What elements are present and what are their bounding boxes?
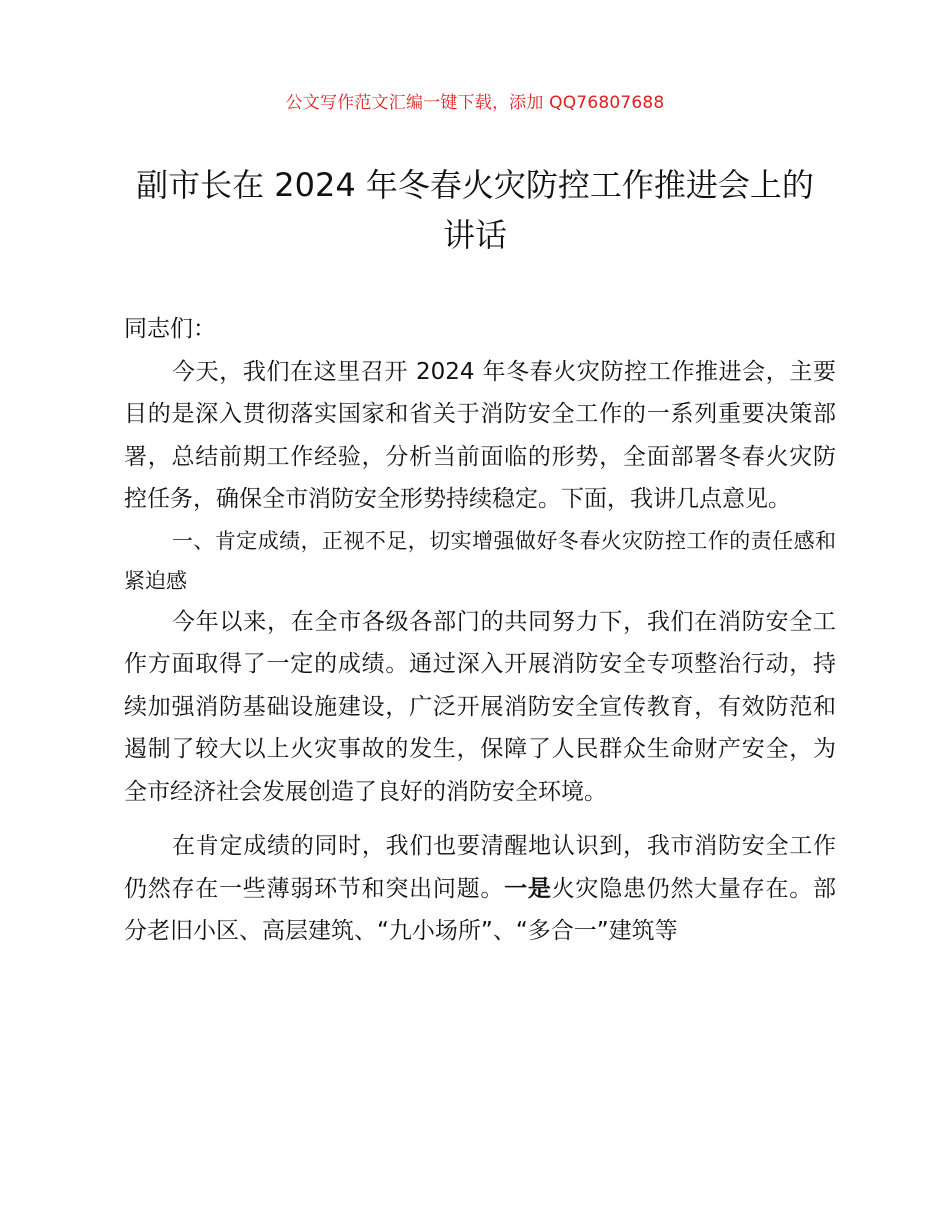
paragraph-intro: 今天，我们在这里召开 2024 年冬春火灾防控工作推进会，主要目的是深入贯彻落实国家和省关于消防安全工作的一系列重要决策部署，总结前期工作经验，分析当前面临的形势，全面部署冬春火灾防控任务，确保全市消防安全形势持续稳定。下面，我讲几点意见。 xyxy=(124,358,836,512)
salutation: 同志们： xyxy=(124,316,216,342)
title-line-1: 副市长在 2024 年冬春火灾防控工作推进会上的 xyxy=(136,166,814,204)
paragraph-achievements: 今年以来，在全市各级各部门的共同努力下，我们在消防安全工作方面取得了一定的成绩。通过深入开展消防安全专项整治行动，持续加强消防基础设施建设，广泛开展消防安全宣传教育，有效防范和遏制了较大以上火灾事故的发生，保障了人民群众生命财产安全，为全市经济社会发展创造了良好的消防安全环境。 xyxy=(124,608,836,805)
document-body xyxy=(124,308,836,953)
paragraph-problems xyxy=(124,825,836,953)
title-line-2: 讲话 xyxy=(442,216,507,254)
section-heading-1: 一、肯定成绩，正视不足，切实增强做好冬春火灾防控工作的责任感和紧迫感 xyxy=(124,528,836,593)
download-banner: 公文写作范文汇编一键下载，添加 QQ76807688 xyxy=(285,93,665,113)
point-one-label: 一是 xyxy=(504,875,552,902)
paragraph-problems-detail: 火灾隐患仍然大量存在。部分老旧小区、高层建筑、“九小场所”、“多合一”建筑等 xyxy=(124,875,837,944)
paragraph-problems-intro: 在肯定成绩的同时，我们也要清醒地认识到，我市消防安全工作仍然存在一些薄弱环节和突出问题。 xyxy=(124,833,836,902)
document-title xyxy=(110,160,840,260)
